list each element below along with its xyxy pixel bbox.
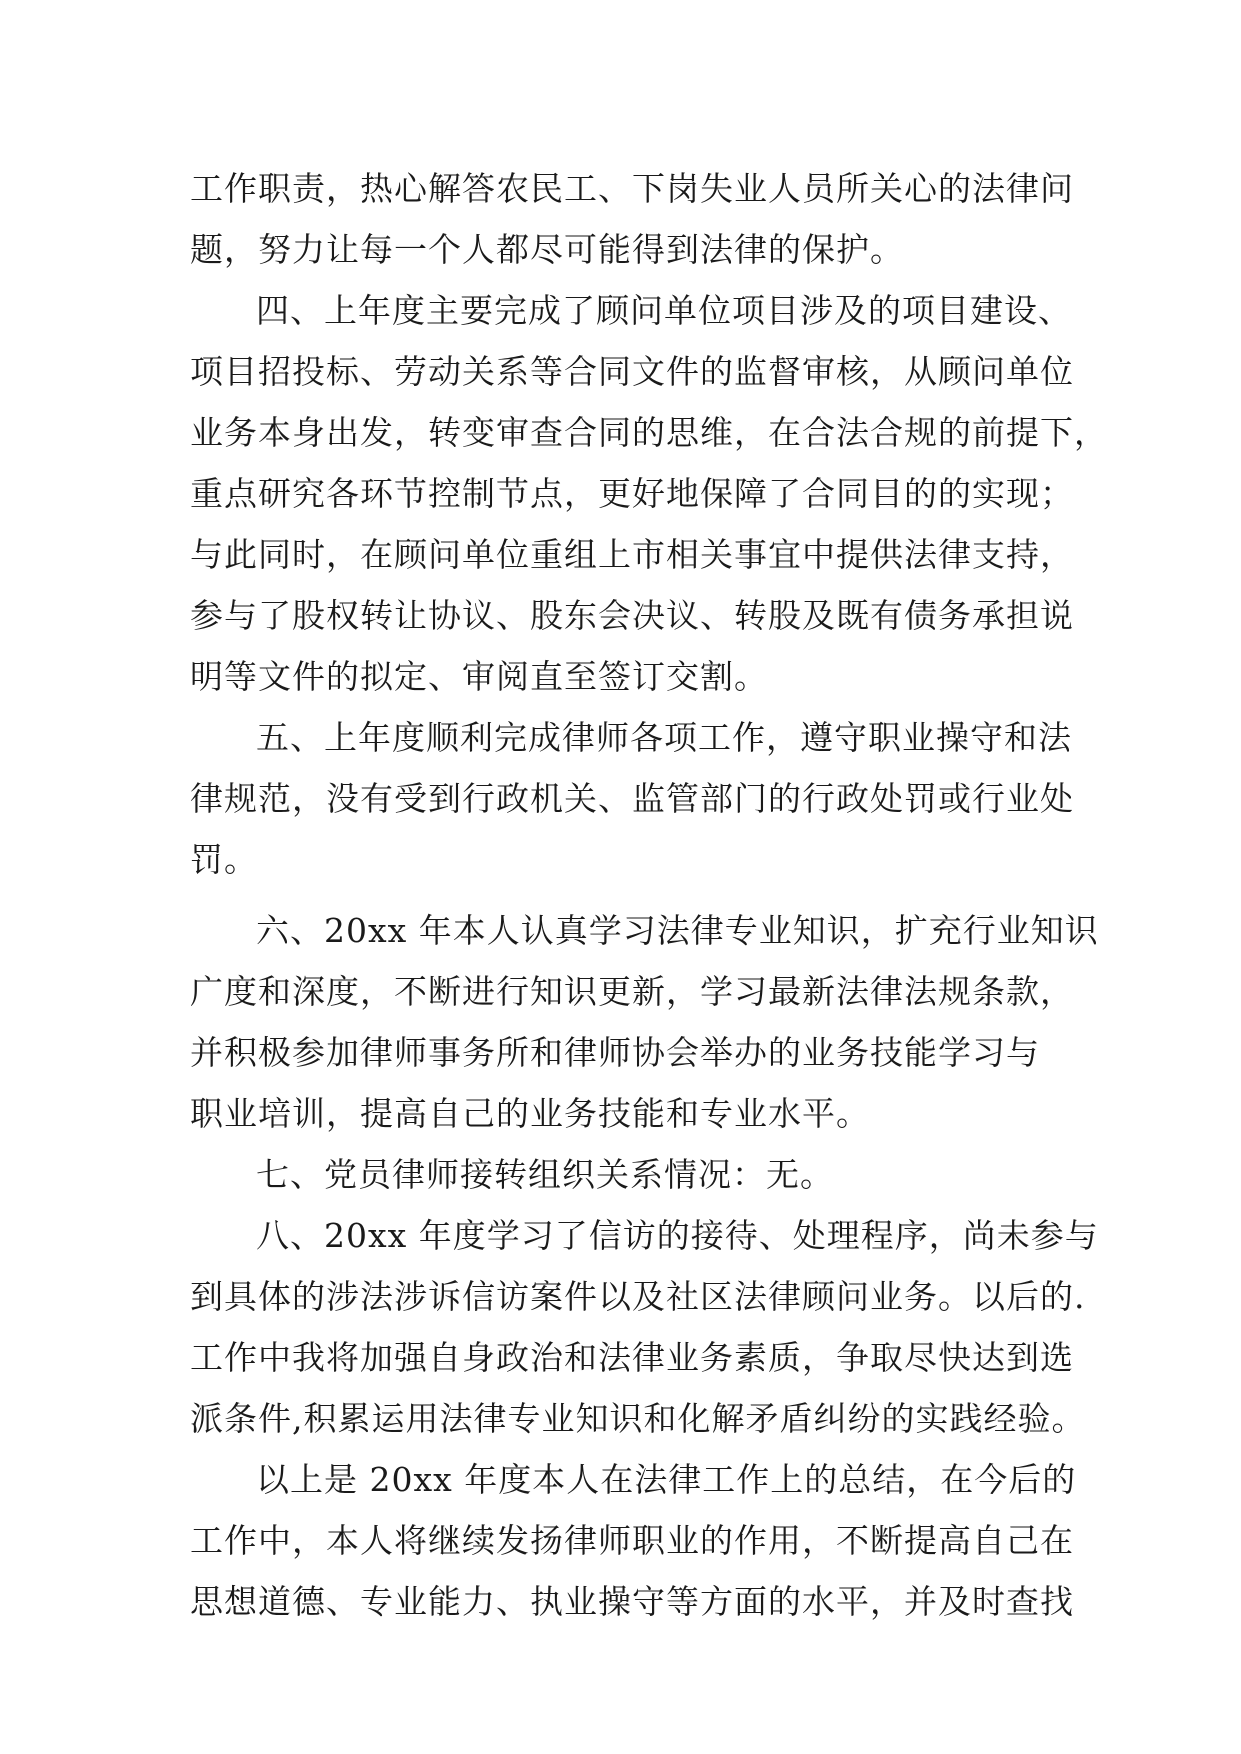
text-line: 派条件,积累运用法律专业知识和化解矛盾纠纷的实践经验。 xyxy=(190,1399,1086,1438)
paragraph-first-line: 八、20xx 年度学习了信访的接待、处理程序，尚未参与 xyxy=(256,1216,1099,1255)
paragraph-first-line: 五、上年度顺利完成律师各项工作，遵守职业操守和法 xyxy=(256,718,1072,757)
text-line: 到具体的涉法涉诉信访案件以及社区法律顾问业务。以后的. xyxy=(190,1277,1086,1316)
document-body xyxy=(190,158,1108,1632)
text-line: 业务本身出发，转变审查合同的思维，在合法合规的前提下， xyxy=(190,413,1108,452)
text-line: 项目招投标、劳动关系等合同文件的监督审核，从顾问单位 xyxy=(190,352,1074,391)
paragraph-first-line: 七、党员律师接转组织关系情况：无。 xyxy=(256,1155,834,1194)
text-line: 重点研究各环节控制节点，更好地保障了合同目的的实现； xyxy=(190,474,1074,513)
text-line: 思想道德、专业能力、执业操守等方面的水平，并及时查找 xyxy=(190,1582,1074,1621)
paragraph-first-line: 四、上年度主要完成了顾问单位项目涉及的项目建设、 xyxy=(256,291,1072,330)
text-line: 工作中，本人将继续发扬律师职业的作用，不断提高自己在 xyxy=(190,1521,1074,1560)
text-line: 广度和深度，不断进行知识更新，学习最新法律法规条款， xyxy=(190,972,1074,1011)
paragraph-first-line: 以上是 20xx 年度本人在法律工作上的总结，在今后的 xyxy=(256,1460,1077,1499)
text-line: 并积极参加律师事务所和律师协会举办的业务技能学习与 xyxy=(190,1033,1040,1072)
text-line: 律规范，没有受到行政机关、监管部门的行政处罚或行业处 xyxy=(190,779,1074,818)
paragraph-first-line: 六、20xx 年本人认真学习法律专业知识，扩充行业知识 xyxy=(256,911,1099,950)
text-line: 参与了股权转让协议、股东会决议、转股及既有债务承担说 xyxy=(190,596,1074,635)
text-line: 与此同时，在顾问单位重组上市相关事宜中提供法律支持， xyxy=(190,535,1074,574)
text-line: 题，努力让每一个人都尽可能得到法律的保护。 xyxy=(190,230,904,269)
paragraph-gap xyxy=(190,890,1070,900)
text-line: 职业培训，提高自己的业务技能和专业水平。 xyxy=(190,1094,870,1133)
text-line: 工作职责，热心解答农民工、下岗失业人员所关心的法律问 xyxy=(190,169,1074,208)
text-line: 工作中我将加强自身政治和法律业务素质，争取尽快达到选 xyxy=(190,1338,1074,1377)
text-line: 罚。 xyxy=(190,840,258,879)
text-line: 明等文件的拟定、审阅直至签订交割。 xyxy=(190,657,768,696)
